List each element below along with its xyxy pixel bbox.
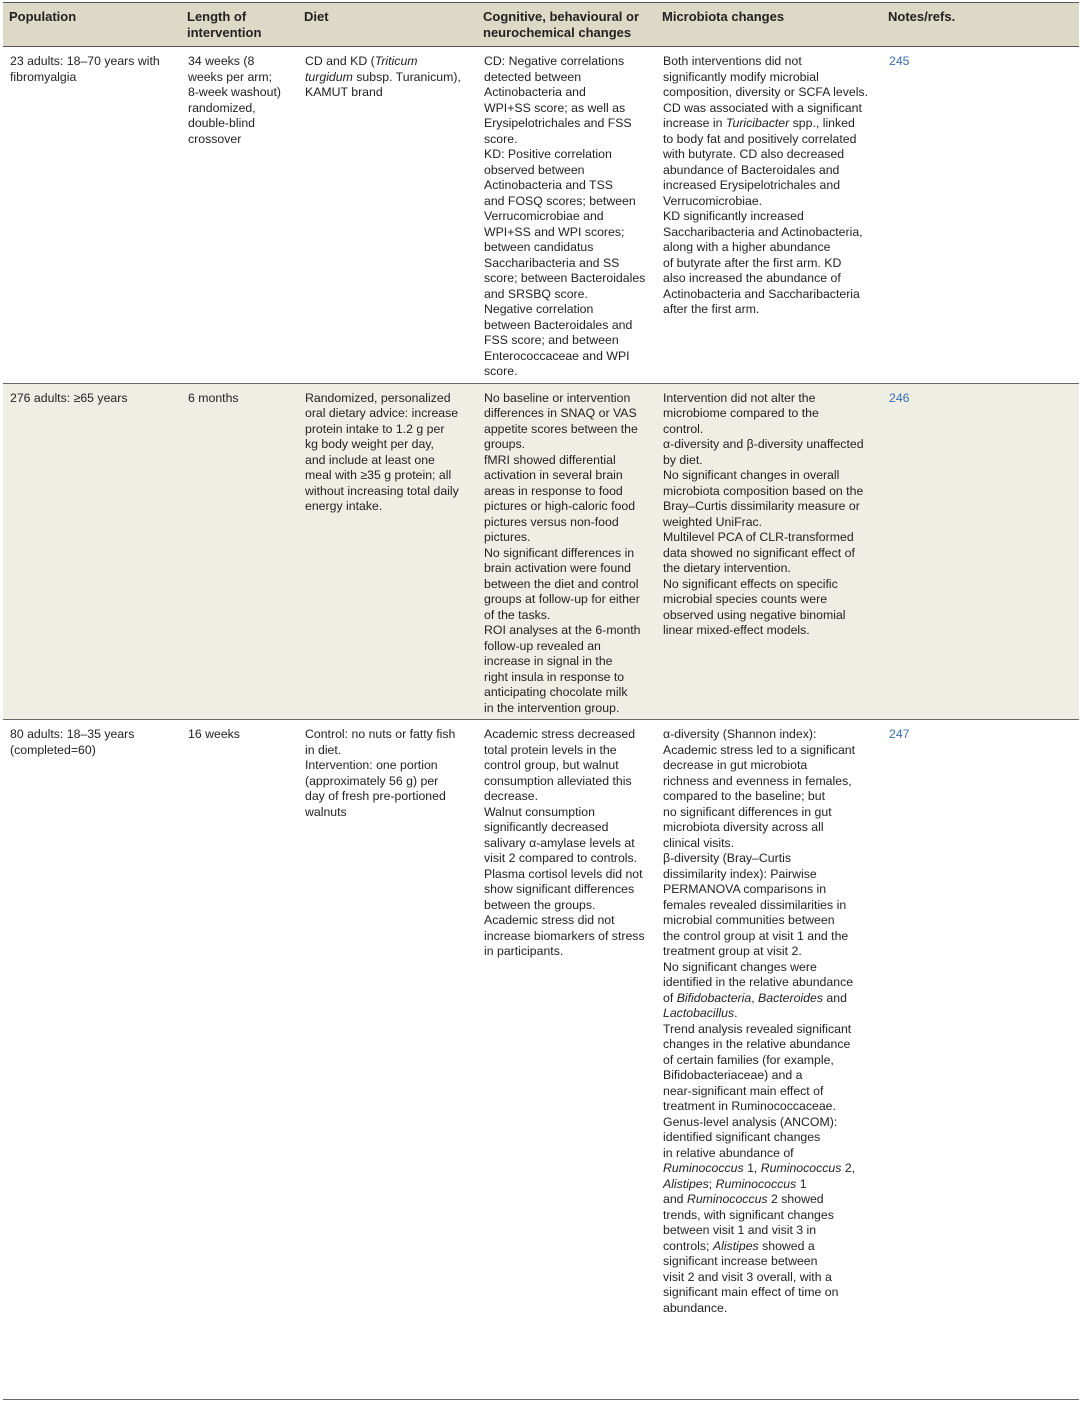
cell-line: day of fresh pre-portioned bbox=[305, 789, 446, 803]
cell-line: increase biomarkers of stress bbox=[484, 928, 645, 943]
cell-line: Intervention: one portion bbox=[305, 758, 438, 772]
cell-line: between candidatus bbox=[484, 240, 594, 254]
cell-line: Ruminococcus 1, Ruminococcus 2, bbox=[663, 1161, 856, 1175]
cell-line: WPI+SS and WPI scores; bbox=[484, 224, 625, 239]
cell-line: between the diet and control bbox=[484, 576, 639, 591]
cell-line: meal with ≥35 g protein; all bbox=[305, 468, 452, 482]
cell-line: after the first arm. bbox=[663, 302, 760, 316]
header-length: Length of intervention bbox=[181, 3, 298, 47]
cell-line: No significant changes were bbox=[663, 959, 817, 974]
cell-line: between Bacteroidales and bbox=[484, 317, 633, 332]
cell-length bbox=[181, 383, 298, 720]
cell-line: appetite scores between the bbox=[484, 421, 638, 436]
cell-diet bbox=[298, 383, 477, 720]
cell-line: weighted UniFrac. bbox=[663, 514, 763, 529]
header-population: Population bbox=[3, 3, 181, 47]
cell-line: visit 2 and visit 3 overall, with a bbox=[663, 1269, 832, 1284]
cell-line: increase in Turicibacter spp., linked bbox=[663, 116, 855, 130]
cell-line: anticipating chocolate milk bbox=[484, 685, 628, 699]
study-table bbox=[3, 2, 1079, 1403]
cell-line: 276 adults: ≥65 years bbox=[10, 390, 128, 405]
cell-line: data showed no significant effect of bbox=[663, 545, 855, 560]
cell-line: weeks per arm; bbox=[188, 69, 273, 84]
cell-line: 16 weeks bbox=[188, 727, 240, 741]
cell-line: total protein levels in the bbox=[484, 742, 617, 757]
cell-line: score. bbox=[484, 364, 518, 378]
cell-line: increased Erysipelotrichales and bbox=[663, 178, 841, 192]
cell-line: significant main effect of time on bbox=[663, 1285, 839, 1299]
cell-line: visit 2 compared to controls. bbox=[484, 851, 638, 865]
cell-line: Alistipes; Ruminococcus 1 bbox=[663, 1176, 807, 1191]
cell-cognitive bbox=[477, 720, 656, 1404]
cell-line: score; between Bacteroidales bbox=[484, 271, 646, 285]
cell-line: treatment group at visit 2. bbox=[663, 944, 802, 958]
cell-line: significantly decreased bbox=[484, 820, 609, 834]
cell-line: Intervention did not alter the bbox=[663, 390, 816, 405]
cell-line: along with a higher abundance bbox=[663, 240, 831, 254]
cell-line: Genus-level analysis (ANCOM): bbox=[663, 1114, 838, 1129]
cell-line: CD and KD (Triticum bbox=[305, 54, 418, 68]
cell-line: Saccharibacteria and Actinobacteria, bbox=[663, 224, 863, 239]
cell-line: with butyrate. CD also decreased bbox=[663, 147, 845, 161]
cell-line: fibromyalgia bbox=[10, 69, 77, 84]
cell-line: activation in several brain bbox=[484, 468, 623, 482]
cell-cognitive bbox=[477, 383, 656, 720]
cell-line: β-diversity (Bray–Curtis bbox=[663, 851, 792, 865]
header-cognitive: Cognitive, behavioural or neurochemical changes bbox=[477, 3, 656, 47]
cell-line: KD significantly increased bbox=[663, 209, 804, 223]
cell-line: walnuts bbox=[305, 804, 347, 819]
cell-line: areas in response to food bbox=[484, 483, 623, 498]
cell-line: 8-week washout) bbox=[188, 85, 281, 99]
cell-line: of certain families (for example, bbox=[663, 1052, 834, 1067]
cell-line: 80 adults: 18–35 years bbox=[10, 727, 135, 741]
cell-line: groups. bbox=[484, 437, 526, 451]
cell-line: FSS score; and between bbox=[484, 333, 619, 347]
cell-line: composition, diversity or SCFA levels. bbox=[663, 85, 869, 99]
cell-line: 34 weeks (8 bbox=[188, 54, 255, 68]
cell-line: microbial species counts were bbox=[663, 592, 828, 606]
table-row bbox=[3, 383, 1079, 720]
cell-line: score. bbox=[484, 131, 518, 146]
cell-line: Academic stress decreased bbox=[484, 727, 636, 741]
cell-line: KAMUT brand bbox=[305, 85, 383, 99]
cell-line: identified significant changes bbox=[663, 1130, 821, 1144]
cell-line: Walnut consumption bbox=[484, 804, 595, 819]
cell-line: No baseline or intervention bbox=[484, 390, 631, 405]
cell-line: Bifidobacteriaceae) and a bbox=[663, 1068, 803, 1082]
cell-line: energy intake. bbox=[305, 499, 383, 513]
cell-line: Randomized, personalized bbox=[305, 390, 451, 405]
cell-line: of Bifidobacteria, Bacteroides and bbox=[663, 990, 847, 1005]
cell-line: protein intake to 1.2 g per bbox=[305, 421, 445, 436]
cell-line: No significant changes in overall bbox=[663, 468, 840, 482]
cell-line: ROI analyses at the 6-month bbox=[484, 623, 641, 637]
cell-population bbox=[3, 720, 181, 1404]
cell-line: brain activation were found bbox=[484, 561, 631, 575]
cell-line: detected between bbox=[484, 69, 582, 84]
cell-line: Erysipelotrichales and FSS bbox=[484, 116, 632, 130]
cell-diet bbox=[298, 47, 477, 384]
cell-line: CD was associated with a significant bbox=[663, 100, 862, 115]
cell-line: Bray–Curtis dissimilarity measure or bbox=[663, 499, 860, 513]
cell-line: controls; Alistipes showed a bbox=[663, 1238, 815, 1253]
cell-line: control group, but walnut bbox=[484, 758, 619, 772]
cell-line: and SRSBQ score. bbox=[484, 286, 588, 301]
cell-line: females revealed dissimilarities in bbox=[663, 897, 847, 912]
cell-line: right insula in response to bbox=[484, 669, 625, 684]
cell-line: Academic stress led to a significant bbox=[663, 742, 856, 757]
reference-link[interactable]: 245 bbox=[889, 54, 910, 68]
cell-line: between the groups. bbox=[484, 897, 596, 912]
cell-line: oral dietary advice: increase bbox=[305, 406, 459, 420]
cell-line: linear mixed-effect models. bbox=[663, 623, 810, 637]
cell-line: follow-up revealed an bbox=[484, 638, 601, 653]
cell-line: (approximately 56 g) per bbox=[305, 773, 439, 788]
cell-line: Actinobacteria and bbox=[484, 85, 586, 99]
cell-cognitive bbox=[477, 47, 656, 384]
header-microbiota: Microbiota changes bbox=[656, 3, 882, 47]
cell-line: No significant differences in bbox=[484, 545, 635, 560]
cell-line: microbial communities between bbox=[663, 913, 835, 927]
cell-line: Verrucomicrobiae and bbox=[484, 209, 604, 223]
cell-length bbox=[181, 720, 298, 1404]
cell-ref bbox=[882, 47, 1079, 384]
cell-line: increase in signal in the bbox=[484, 654, 613, 668]
cell-line: Both interventions did not bbox=[663, 54, 802, 68]
cell-line: to body fat and positively correlated bbox=[663, 131, 857, 146]
cell-line: double-blind bbox=[188, 116, 256, 130]
cell-line: microbiota composition based on the bbox=[663, 483, 864, 498]
cell-line: randomized, bbox=[188, 100, 256, 115]
cell-line: turgidum subsp. Turanicum), bbox=[305, 69, 461, 84]
table-row bbox=[3, 47, 1079, 384]
cell-line: in relative abundance of bbox=[663, 1145, 794, 1160]
cell-diet bbox=[298, 720, 477, 1404]
cell-line: pictures or high-caloric food bbox=[484, 499, 636, 513]
cell-population bbox=[3, 47, 181, 384]
cell-line: microbiota diversity across all bbox=[663, 820, 824, 834]
cell-line: abundance of Bacteroidales and bbox=[663, 162, 840, 177]
cell-line: decrease. bbox=[484, 789, 539, 803]
cell-line: Saccharibacteria and SS bbox=[484, 255, 620, 270]
cell-line: 6 months bbox=[188, 390, 239, 405]
cell-line: crossover bbox=[188, 131, 242, 146]
cell-line: Lactobacillus. bbox=[663, 1006, 738, 1020]
cell-population bbox=[3, 383, 181, 720]
cell-microbiota bbox=[656, 383, 882, 720]
cell-line: Academic stress did not bbox=[484, 913, 615, 927]
cell-line: groups at follow-up for either bbox=[484, 592, 640, 606]
cell-line: α-diversity and β-diversity unaffected bbox=[663, 437, 864, 451]
cell-line: significantly modify microbial bbox=[663, 69, 819, 84]
cell-line: of the tasks. bbox=[484, 607, 551, 622]
cell-line: Actinobacteria and TSS bbox=[484, 178, 613, 192]
cell-line: observed between bbox=[484, 162, 585, 177]
cell-ref bbox=[882, 383, 1079, 720]
cell-line: fMRI showed differential bbox=[484, 452, 616, 467]
header-notes: Notes/refs. bbox=[882, 3, 1079, 47]
cell-line: in diet. bbox=[305, 742, 342, 757]
cell-line: pictures versus non-food bbox=[484, 514, 619, 529]
cell-line: the dietary intervention. bbox=[663, 561, 791, 575]
cell-line: No significant effects on specific bbox=[663, 576, 838, 591]
cell-line: 23 adults: 18–70 years with bbox=[10, 54, 160, 68]
cell-line: between visit 1 and visit 3 in bbox=[663, 1223, 817, 1237]
cell-line: identified in the relative abundance bbox=[663, 975, 854, 989]
cell-length bbox=[181, 47, 298, 384]
cell-line: also increased the abundance of bbox=[663, 271, 841, 285]
cell-line: the control group at visit 1 and the bbox=[663, 928, 849, 943]
cell-line: consumption alleviated this bbox=[484, 773, 632, 788]
reference-link[interactable]: 247 bbox=[889, 727, 910, 741]
cell-line: no significant differences in gut bbox=[663, 804, 832, 819]
cell-line: salivary α-amylase levels at bbox=[484, 835, 635, 850]
cell-line: Actinobacteria and Saccharibacteria bbox=[663, 286, 860, 301]
cell-line: WPI+SS score; as well as bbox=[484, 100, 626, 115]
cell-line: Negative correlation bbox=[484, 302, 594, 316]
cell-line: differences in SNAQ or VAS bbox=[484, 406, 637, 420]
header-diet: Diet bbox=[298, 3, 477, 47]
cell-line: near-significant main effect of bbox=[663, 1083, 824, 1098]
cell-line: Verrucomicrobiae. bbox=[663, 193, 763, 208]
cell-line: by diet. bbox=[663, 452, 703, 467]
cell-line: of butyrate after the first arm. KD bbox=[663, 255, 842, 270]
cell-line: KD: Positive correlation bbox=[484, 147, 612, 161]
cell-line: changes in the relative abundance bbox=[663, 1037, 851, 1051]
cell-line: Multilevel PCA of CLR-transformed bbox=[663, 530, 854, 544]
cell-line: pictures. bbox=[484, 530, 531, 544]
cell-line: and include at least one bbox=[305, 452, 435, 467]
cell-line: Control: no nuts or fatty fish bbox=[305, 727, 456, 741]
cell-line: show significant differences bbox=[484, 882, 635, 896]
cell-line: trends, with significant changes bbox=[663, 1207, 834, 1222]
cell-ref bbox=[882, 720, 1079, 1404]
cell-line: decrease in gut microbiota bbox=[663, 758, 808, 772]
cell-line: abundance. bbox=[663, 1300, 728, 1315]
cell-line: and Ruminococcus 2 showed bbox=[663, 1192, 824, 1206]
cell-line: richness and evenness in females, bbox=[663, 773, 852, 788]
cell-line: treatment in Ruminococcaceae. bbox=[663, 1099, 836, 1113]
cell-line: Enterococcaceae and WPI bbox=[484, 348, 630, 363]
table-row bbox=[3, 720, 1079, 1404]
bottom-rule bbox=[3, 1399, 1079, 1400]
reference-link[interactable]: 246 bbox=[889, 390, 910, 405]
cell-line: compared to the baseline; but bbox=[663, 789, 826, 803]
cell-line: α-diversity (Shannon index): bbox=[663, 727, 817, 741]
cell-line: microbiome compared to the bbox=[663, 406, 819, 420]
cell-line: CD: Negative correlations bbox=[484, 54, 625, 68]
cell-line: significant increase between bbox=[663, 1254, 818, 1268]
cell-line: Plasma cortisol levels did not bbox=[484, 866, 643, 881]
cell-line: in the intervention group. bbox=[484, 700, 620, 715]
cell-microbiota bbox=[656, 720, 882, 1404]
cell-line: in participants. bbox=[484, 944, 564, 958]
cell-line: (completed=60) bbox=[10, 742, 96, 757]
cell-line: dissimilarity index): Pairwise bbox=[663, 866, 817, 881]
cell-line: and FOSQ scores; between bbox=[484, 193, 636, 208]
cell-line: clinical visits. bbox=[663, 835, 735, 850]
cell-line: kg body weight per day, bbox=[305, 437, 434, 451]
cell-line: Trend analysis revealed significant bbox=[663, 1021, 852, 1036]
cell-line: without increasing total daily bbox=[305, 483, 459, 498]
cell-line: observed using negative binomial bbox=[663, 607, 846, 622]
cell-line: PERMANOVA comparisons in bbox=[663, 882, 827, 896]
table-header-row bbox=[3, 3, 1079, 47]
cell-line: control. bbox=[663, 421, 704, 436]
cell-microbiota bbox=[656, 47, 882, 384]
